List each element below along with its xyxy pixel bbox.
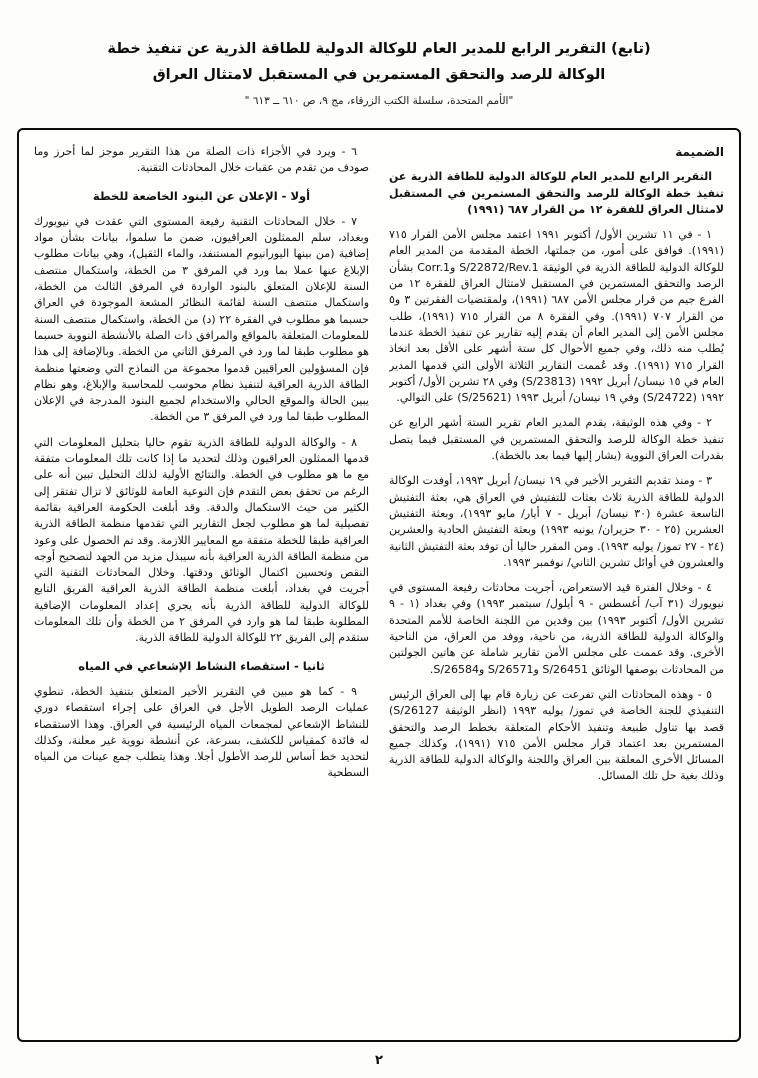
page-footer <box>0 1053 758 1068</box>
header-title-line1: (تابع) التقرير الرابع للمدير العام للوكالة الدولية للطاقة الذرية عن تنفيذ خطة <box>107 41 651 57</box>
paragraph-6: ٦ - ويرد في الأجزاء ذات الصلة من هذا التقرير موجز لما أحرز وما صودف من تقدم من عقبات خلال المحادثات التقنية. <box>34 145 369 175</box>
column-left <box>34 144 369 1028</box>
paragraph-7: ٧ - خلال المحادثات التقنية رفيعة المستوى التي عقدت في نيويورك وبغداد، سلم الممثلون العراقيون، ضمن ما سلموا، بيانات بشأن مواد إضافية (من بينها اليورانيوم المستنفد، والماء الثقيل)، وهي بيانات مطلوب الإبلاغ عنها عملا بما ورد في المرفق ٣ من الخطة، واستكمال منتصف السنة للإعلان المتعلق بالبنود الواردة في المرفق الثالث من الخطة، واستكمال منتصف السنة لقائمة النظائر المشعة الموجودة في العراق حسبما هو مطلوب في الفقرة ٢٢ (د) من الخطة، واستكمال منتصف السنة للمعلومات المتعلقة بالمواقع والمرافق ذات الصلة بالأنشطة النووية حسبما هو مطلوب طبقا لما ورد في المرفق الثاني من الخطة. وبالإضافة إلى هذا فإن المسؤولين العراقيين قدموا مجموعة من النماذج التي وضعتها منظمة الطاقة الذرية العراقية لتنفيذ نظام محوسب للمحاسبة والإبلاغ، وهو نظام يبين الحالة والموقع الحالي والاستخدام لجميع البنود المدرجة في الإعلان المطلوب طبقا لما ورد في المرفق ٣ من الخطة. <box>34 214 369 424</box>
annex-heading: الضميمة <box>675 145 724 159</box>
paragraph-9: ٩ - كما هو مبين في التقرير الأخير المتعلق بتنفيذ الخطة، تنطوي عمليات الرصد الطويل الأجل في العراق على إجراء استقصاء دوري للنشاط الإشعاعي لمجمعات المياه الرئيسية في العراق. وهذا الاستقصاء له فائدة كمقياس للكشف، بسرعة، عن أنشطة نووية غير معلنة، وكذلك لتحديد خط أساس للرصد الأطول أجلا. وهذا يتطلب جمع عينات من المياه السطحية <box>34 684 369 780</box>
section-heading-1: أولا - الإعلان عن البنود الخاضعة للخطة <box>92 188 311 203</box>
page-number: ٢ <box>375 1053 383 1068</box>
document-header <box>0 0 758 107</box>
header-title-line2: الوكالة للرصد والتحقق المستمرين في المستقبل لامتثال العراق <box>152 67 606 84</box>
column-right <box>389 144 724 1028</box>
paragraph-1: ١ - في ١١ تشرين الأول/ أكتوبر ١٩٩١ اعتمد مجلس الأمن القرار ٧١٥ (١٩٩١). فوافق على أمور، من جملتها، الخطة المقدمة من المدير العام للوكالة الدولية للطاقة الذرية في الوثيقة S/22872/Rev.1 وCorr.1 بشأن الرصد والتحقق المستمرين في المستقبل لامتثال العراق للفقرة ١٢ من الفرع جيم من قرار مجلس الأمن ٦٨٧ (١٩٩١)، ولمقتضيات الفقرتين ٣ و٥ من القرار ٧٠٧ (١٩٩١). وفي الفقرة ٨ من القرار ٧١٥ (١٩٩١)، طلب مجلس الأمن إلى المدير العام أن يقدم إليه تقارير عن تنفيذ الخطة عندما يُطلب منه ذلك، وفي جميع الأحوال كل ستة أشهر على الأقل بعد اتخاذ القرار ٧١٥ (١٩٩١). وقد عُممت التقارير الثلاثة الأولى التي قدمها المدير العام في ١٥ نيسان/ أبريل ١٩٩٢ (S/23813) وفي ٢٨ تشرين الأول/ أكتوبر ١٩٩٢ (S/24722) وفي ١٩ نيسان/ أبريل ١٩٩٣ (S/25621) على التوالي. <box>389 228 724 405</box>
paragraph-4: ٤ - وخلال الفترة قيد الاستعراض، أجريت محادثات رفيعة المستوى في نيويورك (٣١ آب/ أغسطس - ٩ أيلول/ سبتمبر ١٩٩٣) وفي بغداد (١ - ٩ تشرين الأول/ أكتوبر ١٩٩٣) بين وفدين من اللجنة الخاصة للأمم المتحدة والوكالة الدولية للطاقة الذرية، من ناحية، ووفد من العراق، من الناحية الأخرى. وقد عممت على مجلس الأمن تقارير شاملة عن هاتين الجولتين من المحادثات بوصفها الوثائق S/26451 وS/26571 وS/26584. <box>389 581 724 676</box>
report-title-paragraph: التقرير الرابع للمدير العام للوكالة الدولية للطاقة الذرية عن تنفيذ خطة الوكالة للرصد والتحقق المستمرين في المستقبل لامتثال العراق للفقرة ١٢ من القرار ٦٨٧ (١٩٩١) <box>389 170 724 216</box>
paragraph-5: ٥ - وهذه المحادثات التي تفرعت عن زيارة قام بها إلى العراق الرئيس التنفيذي للجنة الخاصة في تموز/ يوليه ١٩٩٣ (انظر الوثيقة S/26127) قصد بها تناول طبيعة وتنفيذ الأحكام المتعلقة بخطط الرصد والتحقق المستمرين بعد اعتماد قرار مجلس الأمن ٧١٥ (١٩٩١)، وكذلك جميع المسائل الأخرى المعلقة بين العراق واللجنة والوكالة الدولية للطاقة الذرية وذلك بغية حل تلك المسائل. <box>389 687 724 783</box>
content-frame <box>17 128 741 1042</box>
section-heading-2: ثانيا - استقصاء النشاط الإشعاعي في المياه <box>78 658 325 673</box>
paragraph-3: ٣ - ومنذ تقديم التقرير الأخير في ١٩ نيسان/ أبريل ١٩٩٣، أوفدت الوكالة الدولية للطاقة الذرية ثلاث بعثات للتفتيش في العراق هي، بعثة التفتيش التاسعة عشرة (٣٠ نيسان/ أبريل - ٧ أيار/ مايو ١٩٩٣)، وبعثة التفتيش العشرين (٢٥ - ٣٠ حزيران/ يونيه ١٩٩٣) وبعثة التفتيش الحادية والعشرين (٢٤ - ٢٧ تموز/ يوليه ١٩٩٣). ومن المقرر حاليا أن توفد بعثة التفتيش الثانية والعشرون في أوائل تشرين الثاني/ نوفمبر ١٩٩٣. <box>389 474 724 569</box>
paragraph-2: ٢ - وفي هذه الوثيقة، يقدم المدير العام تقرير الستة أشهر الرابع عن تنفيذ خطة الوكالة للرصد والتحقق المستمرين في المستقبل فيما يتصل بقدرات العراق النووية (يشار إليها فيما بعد بالخطة). <box>389 416 724 463</box>
header-source-citation: "الأمم المتحدة، سلسلة الكتب الزرقاء، مج ٩، ص ٦١٠ ــ ٦١٣ " <box>244 95 514 108</box>
paragraph-8: ٨ - والوكالة الدولية للطاقة الذرية تقوم حاليا بتحليل المعلومات التي قدمها الممثلون العراقيون وذلك لتحديد ما إذا كانت تلك المعلومات متفقة مع ما هو مطلوب في الخطة. والنتائج الأولية لذلك التحليل تبين أنه على الرغم من تحقق بعض التقدم فإن النوعية العامة للوثائق لا تزال تفتقر إلى الكثير من حيث الاستكمال والدقة. وقد أبلغت الحكومة العراقية بقائمة تفصيلية لما هو مطلوب لجعل التقارير التي تقدمها منظمة الطاقة الذرية العراقية طبقا للخطة متفقة مع المعايير اللازمة. وقد تم الحصول على وعود من منظمة الطاقة الذرية العراقية بأنه سيبذل مزيد من الجهد لتصحيح أوجه النقص وتحسين اكتمال الوثائق ودقتها. وخلال المحادثات التقنية التي أجريت في بغداد، أبلغت منظمة الطاقة الذرية العراقية الفريق التابع للوكالة الدولية للطاقة الذرية بأنه يجري إعداد المعلومات الإضافية المطلوبة طبقا لما هو وارد في المرفق ٢ من الخطة وأن تلك المعلومات ستقدم إلى الفريق ٢٢ للوكالة الدولية للطاقة الذرية. <box>34 435 369 645</box>
